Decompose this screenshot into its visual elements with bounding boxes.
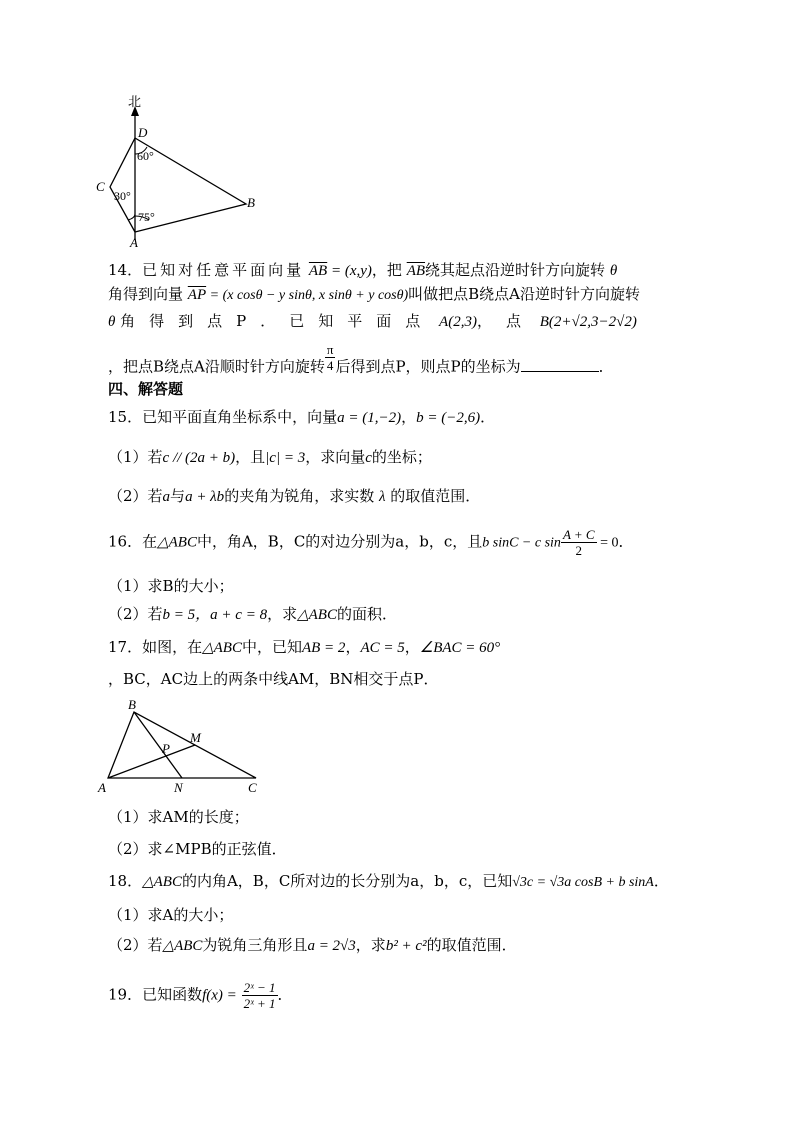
vector-AP: $\overline{AP}$ — [187, 287, 207, 303]
q14-line1: 14．已知对任意平面向量 $\overline{AB} = (x,y)$，把 $\overline{AB}$绕其起点沿逆时针方向旋转 θ — [108, 261, 618, 279]
q14-line3: θ 角得到点P．已知平面点 A(2,3)，点 B(2+√2,3−2√2) — [108, 312, 637, 330]
pi-over-4: $\frac{\pi}{4}$ — [326, 342, 334, 373]
q14-line4: ，把点B绕点A沿顺时针方向旋转 $\frac{\pi}{4}$ 后得到点P，则点P的坐标为 ． — [108, 342, 614, 376]
fig17-C: C — [248, 780, 257, 795]
q17-part2: （2）求∠MPB的正弦值． — [108, 840, 287, 858]
q18-stem: 18．△ABC的内角A，B，C所对边的长分别为a，b，c，已知√3c = √3a cosB + b sinA． — [108, 872, 669, 890]
point-B-label: B — [247, 195, 255, 210]
fig17-N: N — [174, 780, 183, 795]
q17-stem: 17．如图，在△ABC中，已知AB = 2，AC = 5，∠BAC = 60° — [108, 638, 501, 656]
q14-line2: 角得到向量 $\overline{AP} = (x$ cosθ − y sinθ, x sinθ + y cosθ)叫做把点B绕点A沿逆时针方向旋转 — [108, 285, 641, 303]
section-heading: 四、解答题 — [108, 380, 184, 398]
half-angle-fraction: $\frac{A + C}{2}$ — [562, 527, 595, 558]
q15-stem: 15．已知平面直角坐标系中，向量a = (1,−2)，b = (−2,6)． — [108, 408, 496, 426]
q15-part2: （2）若a与a + λb的夹角为锐角，求实数 λ 的取值范围． — [108, 487, 481, 505]
q15-part1: （1）若c // (2a + b)，且|c| = 3，求向量c的坐标； — [108, 448, 432, 466]
q19-stem: 19．已知函数f(x) = $\frac{\text{2ˣ − 1}}{\text{2ˣ + 1}}$ ． — [108, 980, 293, 1011]
north-label: 北 — [128, 95, 142, 110]
angle-30-label: 30° — [114, 189, 131, 203]
fig17-B: B — [128, 698, 136, 712]
q18-part2: （2）若△ABC为锐角三角形且a = 2√3，求b² + c²的取值范围． — [108, 936, 517, 954]
point-C-label: C — [96, 179, 105, 194]
point-D-label: D — [138, 125, 148, 140]
fig17-M: M — [190, 730, 201, 745]
navigation-figure — [90, 92, 270, 252]
answer-blank — [521, 357, 599, 372]
point-A-label: A — [130, 235, 138, 250]
q17-stem-cont: ，BC，AC边上的两条中线AM，BN相交于点P． — [108, 670, 439, 688]
q16-part1: （1）求B的大小； — [108, 577, 234, 595]
q17-part1: （1）求AM的长度； — [108, 808, 249, 826]
fig17-A: A — [98, 780, 106, 795]
q16-part2: （2）若b = 5，a + c = 8，求△ABC的面积． — [108, 605, 397, 623]
q16-stem: 16．在△ABC中，角A，B，C的对边分别为a，b，c，且b sinC − c sin $\frac{A + C}{2}$ = 0． — [108, 527, 634, 558]
vector-AB: $\overline{AB}$ — [308, 263, 328, 279]
q18-part1: （1）求A的大小； — [108, 906, 234, 924]
fig17-P: P — [162, 741, 170, 756]
q14-text-a: 已知对任意平面向量 — [142, 261, 305, 279]
triangle-figure — [96, 698, 276, 798]
function-fraction: $\frac{\text{2ˣ − 1}}{\text{2ˣ + 1}}$ — [243, 980, 276, 1011]
angle-75-label: 75° — [138, 210, 155, 224]
angle-60-label: 60° — [137, 149, 154, 163]
